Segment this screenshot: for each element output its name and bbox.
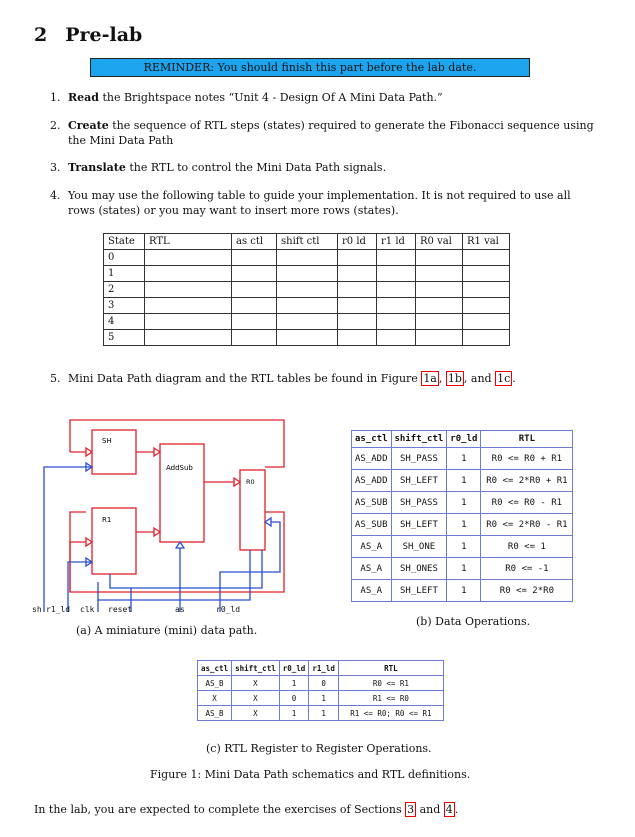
sh-label: SH xyxy=(102,437,112,445)
table-row: AS_ADD SH_LEFT 1 R0 <= 2*R0 + R1 xyxy=(352,470,573,492)
table-row: AS_A SH_LEFT 1 R0 <= 2*R0 xyxy=(352,580,573,602)
item-text: the RTL to control the Mini Data Path signals. xyxy=(125,161,387,174)
header-cell: r1_ld xyxy=(309,661,339,676)
list-item-3 xyxy=(50,160,610,175)
table-row xyxy=(104,330,510,346)
signal-label: clk xyxy=(80,605,95,614)
r2r-table xyxy=(197,660,444,721)
header-cell: as_ctl xyxy=(198,661,232,676)
caption-b: (b) Data Operations. xyxy=(416,615,531,628)
list-item-2 xyxy=(50,118,610,148)
table-row xyxy=(104,266,510,282)
item-keyword: Translate xyxy=(68,161,126,174)
header-cell: r1 ld xyxy=(377,234,416,250)
ops-table xyxy=(351,430,573,602)
figure-caption: Figure 1: Mini Data Path schematics and RTL definitions. xyxy=(150,768,471,781)
figure-ref-link[interactable]: 1a xyxy=(423,372,437,385)
sh-block xyxy=(92,430,136,474)
item-number: 4. xyxy=(50,189,61,202)
r1-block xyxy=(92,508,136,574)
item-number: 1. xyxy=(50,91,61,104)
header-cell: shift ctl xyxy=(277,234,338,250)
table-row xyxy=(104,282,510,298)
section-number: 2 xyxy=(34,24,48,46)
item-number: 5. xyxy=(50,372,61,385)
item-keyword: Read xyxy=(68,91,99,104)
header-cell: as_ctl xyxy=(352,431,392,448)
item-number: 3. xyxy=(50,161,61,174)
header-cell: r0_ld xyxy=(279,661,309,676)
item-text-cont: the Mini Data Path xyxy=(68,134,174,147)
header-cell: R1 val xyxy=(463,234,510,250)
table-row: AS_A SH_ONES 1 R0 <= -1 xyxy=(352,558,573,580)
table-row: AS_A SH_ONE 1 R0 <= 1 xyxy=(352,536,573,558)
table-row: AS_ADD SH_PASS 1 R0 <= R0 + R1 xyxy=(352,448,573,470)
r1-label: R1 xyxy=(102,516,112,524)
header-cell: shift_ctl xyxy=(391,431,447,448)
signal-label: sh xyxy=(32,605,42,614)
item-text-cont: rows (states) or you may want to insert more rows (states). xyxy=(68,204,399,217)
signal-label: r0_ld xyxy=(216,605,241,614)
section-title: Pre-lab xyxy=(65,24,143,46)
header-cell: r0_ld xyxy=(447,431,481,448)
header-cell: as ctl xyxy=(232,234,277,250)
table-row: AS_SUB SH_PASS 1 R0 <= R0 - R1 xyxy=(352,492,573,514)
item-text: Mini Data Path diagram and the RTL tables be found in Figure xyxy=(68,372,422,385)
header-cell: RTL xyxy=(145,234,232,250)
section-ref-link[interactable]: 3 xyxy=(407,803,415,816)
header-cell: R0 val xyxy=(416,234,463,250)
section-ref-link[interactable]: 4 xyxy=(445,803,453,816)
table-row: X X 0 1 R1 <= R0 xyxy=(198,691,444,706)
header-cell: shift_ctl xyxy=(232,661,280,676)
table-row xyxy=(104,314,510,330)
r0-label: R0 xyxy=(246,478,255,486)
list-item-4 xyxy=(50,188,610,218)
table-row: AS_B X 1 0 R0 <= R1 xyxy=(198,676,444,691)
figure-ref-link[interactable]: 1b xyxy=(447,372,462,385)
figure-ref-link[interactable]: 1c xyxy=(497,372,511,385)
header-cell: r0 ld xyxy=(338,234,377,250)
header-cell: RTL xyxy=(481,431,573,448)
item-text: You may use the following table to guide your implementation. It is not required to use all xyxy=(68,189,571,202)
mini-datapath-diagram xyxy=(30,412,300,622)
caption-a: (a) A miniature (mini) data path. xyxy=(76,624,258,637)
reminder-banner: REMINDER: You should finish this part before the lab date. xyxy=(90,58,530,77)
state-cell: 5 xyxy=(104,330,145,346)
footer-text: In the lab, you are expected to complete the exercises of Sections 3 and 4 . xyxy=(34,803,459,816)
state-table xyxy=(103,233,510,346)
item-keyword: Create xyxy=(68,119,109,132)
item-number: 2. xyxy=(50,119,61,132)
signal-label: r1_ld xyxy=(46,605,71,614)
caption-c: (c) RTL Register to Register Operations. xyxy=(206,742,432,755)
state-cell: 1 xyxy=(104,266,145,282)
state-cell: 0 xyxy=(104,250,145,266)
section-heading xyxy=(34,24,142,46)
header-cell: RTL xyxy=(338,661,443,676)
item-text: the Brightspace notes “Unit 4 - Design Of A Mini Data Path.” xyxy=(98,91,443,104)
addsub-label: AddSub xyxy=(166,464,193,472)
r2r-header xyxy=(198,661,444,676)
table-row: AS_B X 1 1 R1 <= R0; R0 <= R1 xyxy=(198,706,444,721)
state-cell: 2 xyxy=(104,282,145,298)
item-text: the sequence of RTL steps (states) required to generate the Fibonacci sequence using xyxy=(108,119,594,132)
state-cell: 3 xyxy=(104,298,145,314)
list-item-5: 5. Mini Data Path diagram and the RTL tables be found in Figure 1a , 1b , and 1c . xyxy=(50,372,516,385)
table-row: AS_SUB SH_LEFT 1 R0 <= 2*R0 - R1 xyxy=(352,514,573,536)
header-cell: State xyxy=(104,234,145,250)
signal-label: reset xyxy=(108,605,133,614)
table-row xyxy=(104,250,510,266)
table-row xyxy=(104,298,510,314)
list-item-1 xyxy=(50,90,610,105)
addsub-block xyxy=(160,444,204,542)
state-table-header xyxy=(104,234,510,250)
ops-header xyxy=(352,431,573,448)
signal-label: as xyxy=(175,605,185,614)
state-cell: 4 xyxy=(104,314,145,330)
